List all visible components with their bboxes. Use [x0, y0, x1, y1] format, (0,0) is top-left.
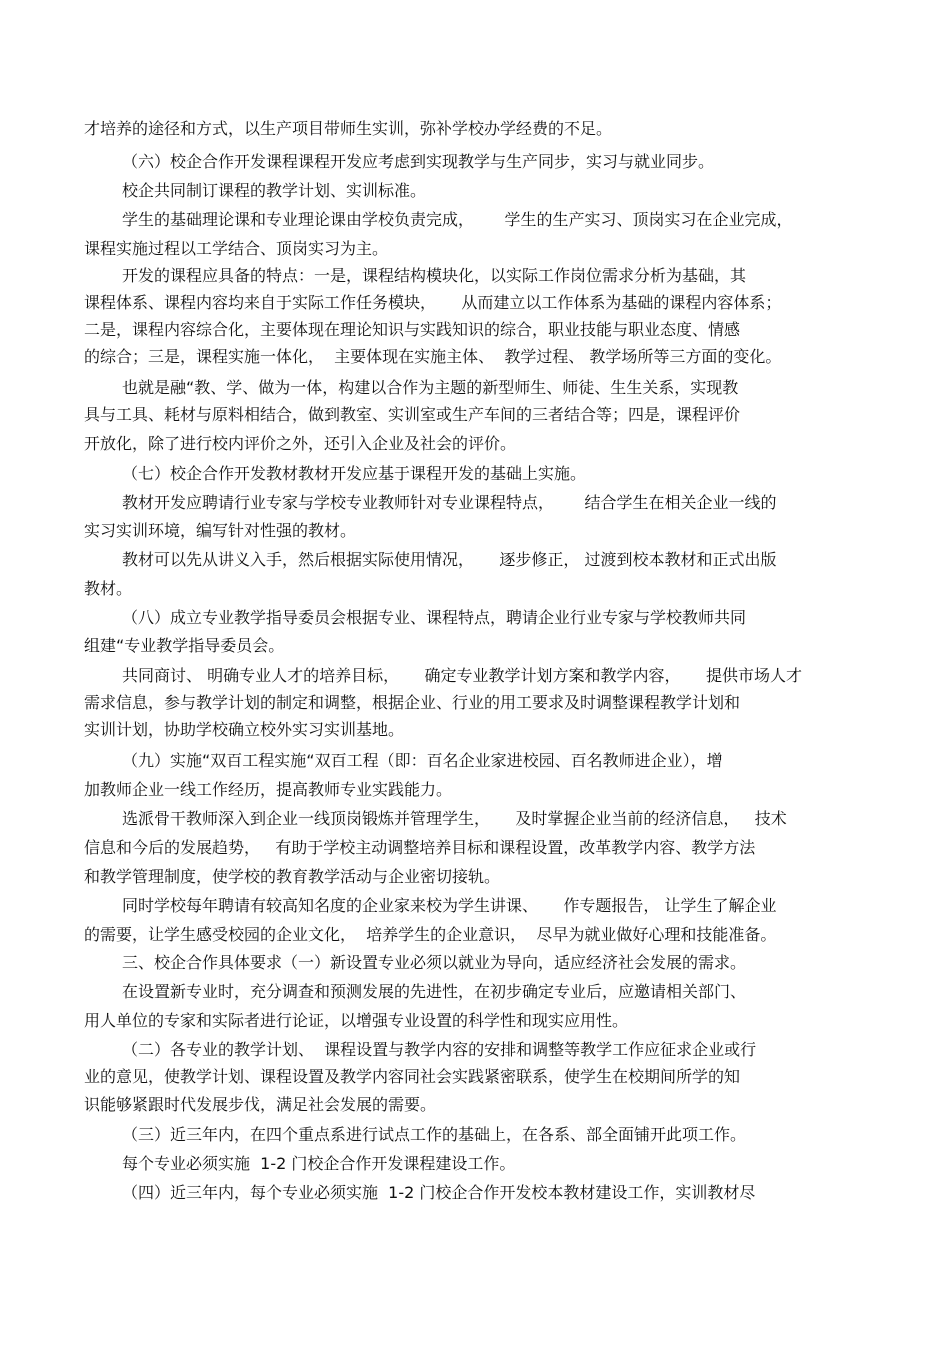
text-line: 教材。	[84, 579, 133, 598]
text-line: 需求信息，参与教学计划的制定和调整，根据企业、行业的用工要求及时调整课程教学计划和	[84, 693, 741, 712]
text-line: 共同商讨、 明确专业人才的培养目标， 确定专业教学计划方案和教学内容， 提供市场人才	[122, 666, 802, 685]
text-line: 每个专业必须实施 1-2 门校企合作开发课程建设工作。	[122, 1154, 516, 1173]
text-line: （四）近三年内，每个专业必须实施 1-2 门校企合作开发校本教材建设工作，实训教材尽	[122, 1183, 756, 1202]
text-line: （七）校企合作开发教材教材开发应基于课程开发的基础上实施。	[122, 464, 587, 483]
text-line: 课程实施过程以工学结合、顶岗实习为主。	[84, 239, 389, 258]
text-line: 开放化，除了进行校内评价之外，还引入企业及社会的评价。	[84, 434, 517, 453]
text-line: 学生的基础理论课和专业理论课由学校负责完成， 学生的生产实习、顶岗实习在企业完成，	[122, 210, 793, 229]
text-line: 三、校企合作具体要求（一）新设置专业必须以就业为导向，适应经济社会发展的需求。	[122, 953, 747, 972]
text-line: 的需要，让学生感受校园的企业文化， 培养学生的企业意识， 尽早为就业做好心理和技能准备。	[84, 925, 777, 944]
text-line: 才培养的途径和方式，以生产项目带师生实训，弥补学校办学经费的不足。	[84, 119, 613, 138]
text-line: 用人单位的专家和实际者进行论证，以增强专业设置的科学性和现实应用性。	[84, 1011, 629, 1030]
text-line: （九）实施“双百工程实施“双百工程（即：百名企业家进校园、百名教师进企业），增	[122, 751, 723, 770]
text-line: 实训计划，协助学校确立校外实习实训基地。	[84, 720, 405, 739]
text-line: 开发的课程应具备的特点：一是，课程结构模块化，以实际工作岗位需求分析为基础，其	[122, 266, 747, 285]
text-line: （三）近三年内，在四个重点系进行试点工作的基础上，在各系、部全面铺开此项工作。	[122, 1125, 747, 1144]
text-line: 识能够紧跟时代发展步伐，满足社会发展的需要。	[84, 1095, 437, 1114]
text-line: 具与工具、耗材与原料相结合，做到教室、实训室或生产车间的三者结合等；四是，课程评价	[84, 405, 741, 424]
text-line: 也就是融“教、学、做为一体，构建以合作为主题的新型师生、师徒、生生关系，实现教	[122, 378, 739, 397]
text-line: 加教师企业一线工作经历，提高教师专业实践能力。	[84, 780, 453, 799]
text-line: 教材可以先从讲义入手，然后根据实际使用情况， 逐步修正， 过渡到校本教材和正式出版	[122, 550, 777, 569]
text-line: 校企共同制订课程的教学计划、实训标准。	[122, 181, 427, 200]
text-line: （二）各专业的教学计划、 课程设置与教学内容的安排和调整等教学工作应征求企业或行	[122, 1040, 757, 1059]
text-line: 业的意见，使教学计划、课程设置及教学内容同社会实践紧密联系，使学生在校期间所学的知	[84, 1067, 741, 1086]
text-line: 同时学校每年聘请有较高知名度的企业家来校为学生讲课、 作专题报告， 让学生了解企业	[122, 896, 777, 915]
text-line: 组建“专业教学指导委员会。	[84, 636, 285, 655]
text-line: 和教学管理制度，使学校的教育教学活动与企业密切接轨。	[84, 867, 501, 886]
text-line: 实习实训环境，编写针对性强的教材。	[84, 521, 357, 540]
text-line: 的综合；三是，课程实施一体化， 主要体现在实施主体、 教学过程、 教学场所等三方面的变化。	[84, 347, 782, 366]
text-line: （六）校企合作开发课程课程开发应考虑到实现教学与生产同步，实习与就业同步。	[122, 152, 715, 171]
text-line: 选派骨干教师深入到企业一线顶岗锻炼并管理学生， 及时掌握企业当前的经济信息， 技术	[122, 809, 787, 828]
text-line: 课程体系、课程内容均来自于实际工作任务模块， 从而建立以工作体系为基础的课程内容体系；	[84, 293, 782, 312]
text-line: 在设置新专业时，充分调查和预测发展的先进性，在初步确定专业后，应邀请相关部门、	[122, 982, 747, 1001]
text-line: 信息和今后的发展趋势， 有助于学校主动调整培养目标和课程设置，改革教学内容、教学方法	[84, 838, 756, 857]
text-line: 教材开发应聘请行业专家与学校专业教师针对专业课程特点， 结合学生在相关企业一线的	[122, 493, 777, 512]
text-line: （八）成立专业教学指导委员会根据专业、课程特点，聘请企业行业专家与学校教师共同	[122, 608, 747, 627]
text-line: 二是，课程内容综合化，主要体现在理论知识与实践知识的综合，职业技能与职业态度、情感	[84, 320, 741, 339]
